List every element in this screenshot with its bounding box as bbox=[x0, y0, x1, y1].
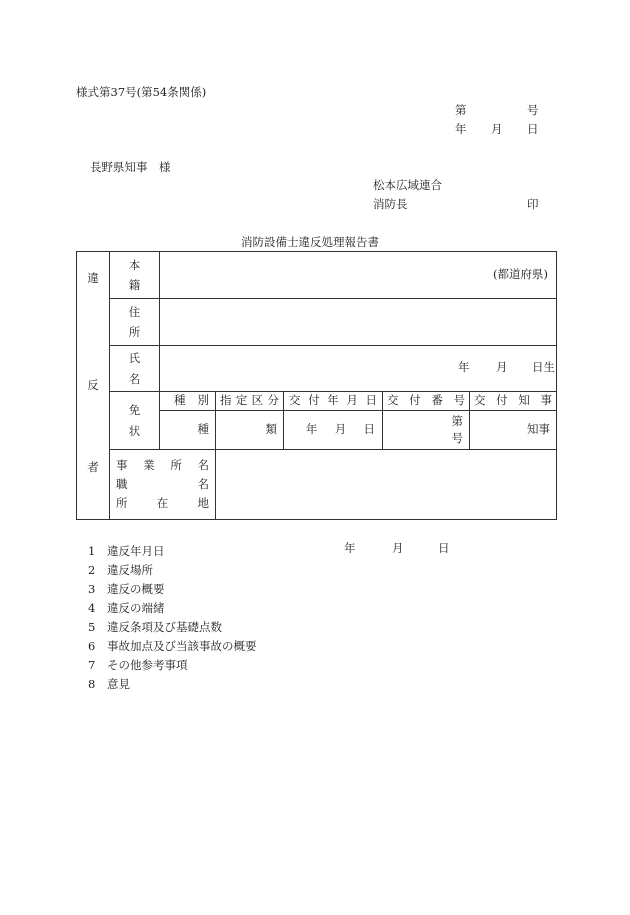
menjo-date-month: 月 bbox=[334, 422, 347, 437]
menjo-date-field[interactable] bbox=[284, 411, 383, 450]
birth-month: 月 bbox=[496, 359, 508, 374]
violator-label-spacer bbox=[77, 411, 110, 450]
violator-label-spacer bbox=[77, 299, 110, 346]
menjo-chiji: 知事 bbox=[527, 422, 550, 437]
date-day: 日 bbox=[527, 122, 539, 136]
form-number: 様式第37号(第54条関係) bbox=[76, 85, 207, 99]
jigyosho-row-3: 所 在 地 bbox=[116, 496, 209, 510]
honseki-label: 本 籍 bbox=[110, 252, 160, 299]
birth-year: 年 bbox=[458, 359, 470, 374]
header-shitei-kubun: 指 定 区 分 bbox=[216, 392, 284, 411]
shimei-field[interactable] bbox=[160, 346, 557, 392]
doc-number-prefix: 第 bbox=[455, 103, 467, 117]
sender-org: 松本広域連合 bbox=[373, 178, 442, 192]
jigyosho-row-2: 職 名 bbox=[116, 477, 209, 491]
header-shubetsu: 種 別 bbox=[160, 392, 216, 411]
menjo-chiji-field[interactable] bbox=[470, 411, 557, 450]
jigyosho-field[interactable] bbox=[216, 450, 557, 520]
menjo-rui: 類 bbox=[265, 422, 277, 437]
menjo-shu: 種 bbox=[197, 422, 209, 437]
violator-label-spacer bbox=[77, 392, 110, 411]
violator-label-1: 違 bbox=[77, 252, 110, 299]
header-kofu-date: 交 付 年 月 日 bbox=[284, 392, 383, 411]
list-date-day: 日 bbox=[438, 541, 450, 555]
menjo-label: 免 状 bbox=[110, 392, 160, 450]
violator-label-2: 反 bbox=[77, 346, 110, 392]
list-item: 4 違反の端緒 bbox=[88, 601, 165, 615]
date-month: 月 bbox=[491, 122, 503, 136]
sender-title: 消防長 bbox=[373, 197, 408, 211]
jusho-label: 住 所 bbox=[110, 299, 160, 346]
birth-day: 日生 bbox=[532, 359, 555, 374]
date-year: 年 bbox=[455, 122, 467, 136]
addressee: 長野県知事 様 bbox=[90, 160, 171, 174]
doc-number-suffix: 号 bbox=[527, 103, 539, 117]
menjo-number-suffix: 号 bbox=[451, 431, 463, 445]
seal-mark: 印 bbox=[527, 197, 539, 211]
menjo-shu-field[interactable] bbox=[160, 411, 216, 450]
header-kofu-number: 交 付 番 号 bbox=[383, 392, 470, 411]
jigyosho-label bbox=[110, 450, 216, 520]
violation-report-table bbox=[76, 251, 557, 520]
menjo-date-year: 年 bbox=[305, 422, 318, 437]
list-item: 3 違反の概要 bbox=[88, 582, 165, 596]
list-date-month: 月 bbox=[392, 541, 404, 555]
list-item: 8 意見 bbox=[88, 677, 130, 691]
honseki-suffix: (都道府県) bbox=[493, 267, 548, 282]
list-item: 1 違反年月日 bbox=[88, 544, 165, 558]
document-title: 消防設備士違反処理報告書 bbox=[241, 235, 379, 249]
menjo-date-day: 日 bbox=[363, 422, 375, 437]
violator-label-3: 者 bbox=[77, 450, 110, 520]
jigyosho-row-1: 事 業 所 名 bbox=[116, 458, 209, 472]
honseki-field[interactable] bbox=[160, 252, 557, 299]
menjo-number-field[interactable] bbox=[383, 411, 470, 450]
list-item: 5 違反条項及び基礎点数 bbox=[88, 620, 222, 634]
header-kofu-chiji: 交 付 知 事 bbox=[470, 392, 557, 411]
jusho-field[interactable] bbox=[160, 299, 557, 346]
list-item: 2 違反場所 bbox=[88, 563, 153, 577]
list-date-year: 年 bbox=[344, 541, 356, 555]
menjo-number-prefix: 第 bbox=[451, 413, 463, 428]
list-item: 7 その他参考事項 bbox=[88, 658, 188, 672]
list-item: 6 事故加点及び当該事故の概要 bbox=[88, 639, 257, 653]
menjo-rui-field[interactable] bbox=[216, 411, 284, 450]
shimei-label: 氏 名 bbox=[110, 346, 160, 392]
